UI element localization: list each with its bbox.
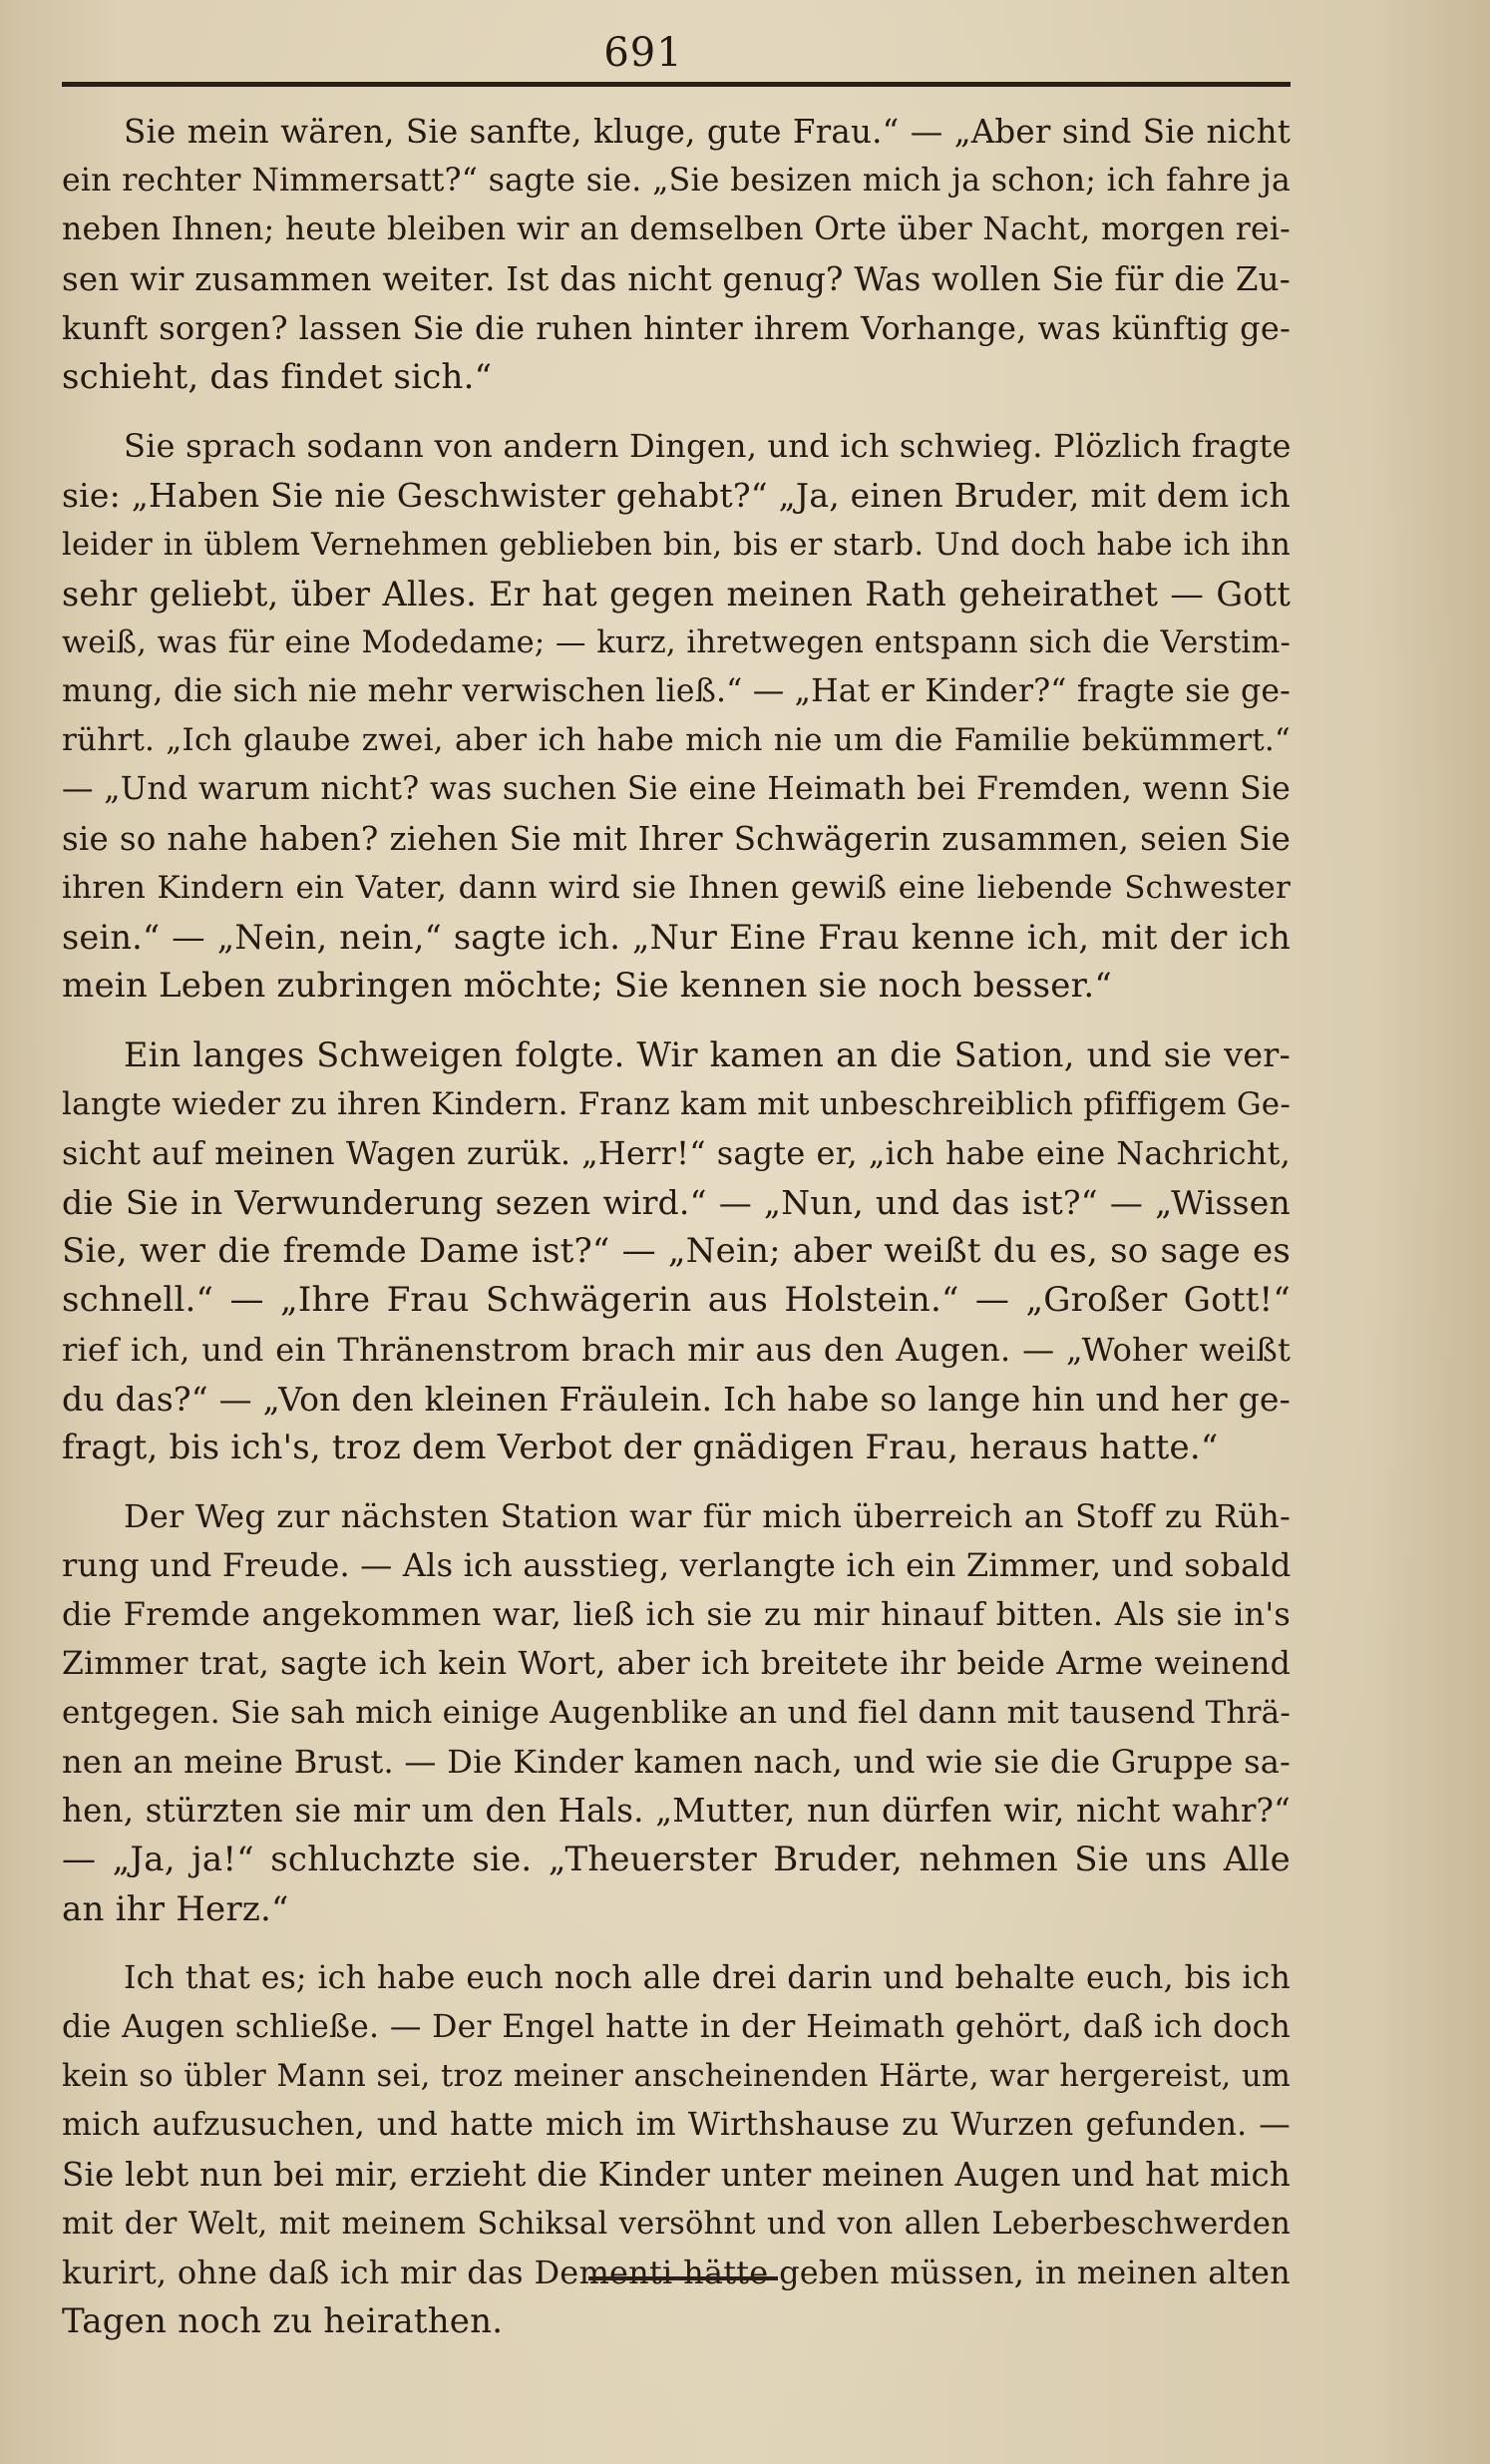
paragraph (62, 1492, 1291, 1934)
text-line: Sie sprach sodann von andern Dingen, und ich schwieg. Plözlich fragte (124, 427, 1292, 466)
paragraph (62, 422, 1291, 1011)
text-line: kein so übler Mann sei, troz meiner anscheinenden Härte, war hergereist, um (62, 2059, 1291, 2095)
text-line: Tagen noch zu heirathen. (62, 2301, 504, 2342)
text-line: weiß, was für eine Modedame; — kurz, ihretwegen entspann sich die Verstim- (62, 624, 1291, 660)
text-line: du das?“ — „Von den kleinen Fräulein. Ich habe so lange hin und her ge- (62, 1379, 1291, 1419)
text-line: entgegen. Sie sah mich einige Augenblike an und fiel dann mit tausend Thrä- (62, 1694, 1291, 1731)
paragraph (62, 1954, 1291, 2347)
text-line: Ich that es; ich habe euch noch alle drei darin und behalte euch, bis ich (124, 1959, 1291, 1996)
text-line: Sie mein wären, Sie sanfte, kluge, gute Frau.“ — „Aber sind Sie nicht (124, 113, 1291, 151)
text-line: sicht auf meinen Wagen zurük. „Herr!“ sagte er, „ich habe eine Nachricht, (62, 1133, 1291, 1172)
text-line: Sie, wer die fremde Dame ist?“ — „Nein; aber weißt du es, so sage es (62, 1231, 1291, 1272)
text-line: schnell.“ — „Ihre Frau Schwägerin aus Holstein.“ — „Großer Gott!“ (62, 1280, 1291, 1321)
page-number: 691 (603, 30, 683, 76)
text-line: sen wir zusammen weiter. Ist das nicht genug? Was wollen Sie für die Zu- (62, 259, 1291, 298)
text-line: sein.“ — „Nein, nein,“ sagte ich. „Nur Eine Frau kenne ich, mit der ich (62, 918, 1291, 957)
text-line: sie so nahe haben? ziehen Sie mit Ihrer Schwägerin zusammen, seien Sie (62, 819, 1291, 858)
text-line: sie: „Haben Sie nie Geschwister gehabt?“ „Ja, einen Bruder, mit dem ich (62, 476, 1291, 516)
text-line: neben Ihnen; heute bleiben wir an demselben Orte über Nacht, morgen rei- (62, 211, 1291, 248)
text-line: die Fremde angekommen war, ließ ich sie zu mir hinauf bitten. Als sie in's (62, 1595, 1291, 1634)
end-rule (588, 2276, 778, 2280)
paragraph (62, 1030, 1291, 1472)
text-line: mein Leben zubringen möchte; Sie kennen sie noch besser.“ (62, 966, 1112, 1007)
text-line: rührt. „Ich glaube zwei, aber ich habe mich nie um die Familie bekümmert.“ (62, 722, 1291, 759)
text-line: an ihr Herz.“ (62, 1888, 289, 1929)
text-line: die Sie in Verwunderung sezen wird.“ — „Nun, und das ist?“ — „Wissen (62, 1182, 1291, 1222)
text-line: rief ich, und ein Thränenstrom brach mir aus den Augen. — „Woher weißt (62, 1330, 1291, 1369)
text-line: — „Ja, ja!“ schluchzte sie. „Theuerster Bruder, nehmen Sie uns Alle (62, 1840, 1291, 1880)
text-line: mit der Welt, mit meinem Schiksal versöhnt und von allen Leberbeschwerden (62, 2206, 1291, 2242)
text-line: nen an meine Brust. — Die Kinder kamen nach, und wie sie die Gruppe sa- (62, 1743, 1291, 1781)
text-line: rung und Freude. — Als ich ausstieg, verlangte ich ein Zimmer, und sobald (62, 1546, 1292, 1585)
text-line: kunft sorgen? lassen Sie die ruhen hinter ihrem Vorhange, was künftig ge- (62, 308, 1291, 347)
body-text (62, 108, 1291, 2346)
text-line: Der Weg zur nächsten Station war für mich überreich an Stoff zu Rüh- (124, 1497, 1291, 1536)
text-line: — „Und warum nicht? was suchen Sie eine Heimath bei Fremden, wenn Sie (62, 771, 1291, 808)
text-line: mung, die sich nie mehr verwischen ließ.“ — „Hat er Kinder?“ fragte sie ge- (62, 673, 1291, 710)
text-line: ihren Kindern ein Vater, dann wird sie Ihnen gewiß eine liebende Schwester (62, 869, 1291, 906)
text-line: fragt, bis ich's, troz dem Verbot der gnädigen Frau, heraus hatte.“ (62, 1427, 1219, 1467)
text-line: Ein langes Schweigen folgte. Wir kamen an die Sation, und sie ver- (124, 1035, 1291, 1075)
paragraph (62, 108, 1291, 402)
text-line: sehr geliebt, über Alles. Er hat gegen meinen Rath geheirathet — Gott (62, 574, 1291, 614)
text-line: hen, stürzten sie mir um den Hals. „Mutter, nun dürfen wir, nicht wahr?“ (62, 1792, 1291, 1831)
text-line: schieht, das findet sich.“ (62, 356, 493, 397)
text-line: Sie lebt nun bei mir, erzieht die Kinder unter meinen Augen und hat mich (62, 2155, 1291, 2194)
text-line: mich aufzusuchen, und hatte mich im Wirthshause zu Wurzen gefunden. — (62, 2107, 1291, 2144)
text-line: langte wieder zu ihren Kindern. Franz kam mit unbeschreiblich pfiffigem Ge- (62, 1085, 1291, 1122)
text-line: ein rechter Nimmersatt?“ sagte sie. „Sie besizen mich ja schon; ich fahre ja (62, 163, 1291, 200)
text-line: leider in üblem Vernehmen geblieben bin, bis er starb. Und doch habe ich ihn (62, 527, 1291, 563)
header-rule (62, 82, 1291, 87)
text-line: kurirt, ohne daß ich mir das Dementi hätte geben müssen, in meinen alten (62, 2253, 1291, 2291)
text-line: Zimmer trat, sagte ich kein Wort, aber ich breitete ihr beide Arme weinend (62, 1645, 1291, 1682)
text-line: die Augen schließe. — Der Engel hatte in der Heimath gehört, daß ich doch (62, 2008, 1291, 2045)
